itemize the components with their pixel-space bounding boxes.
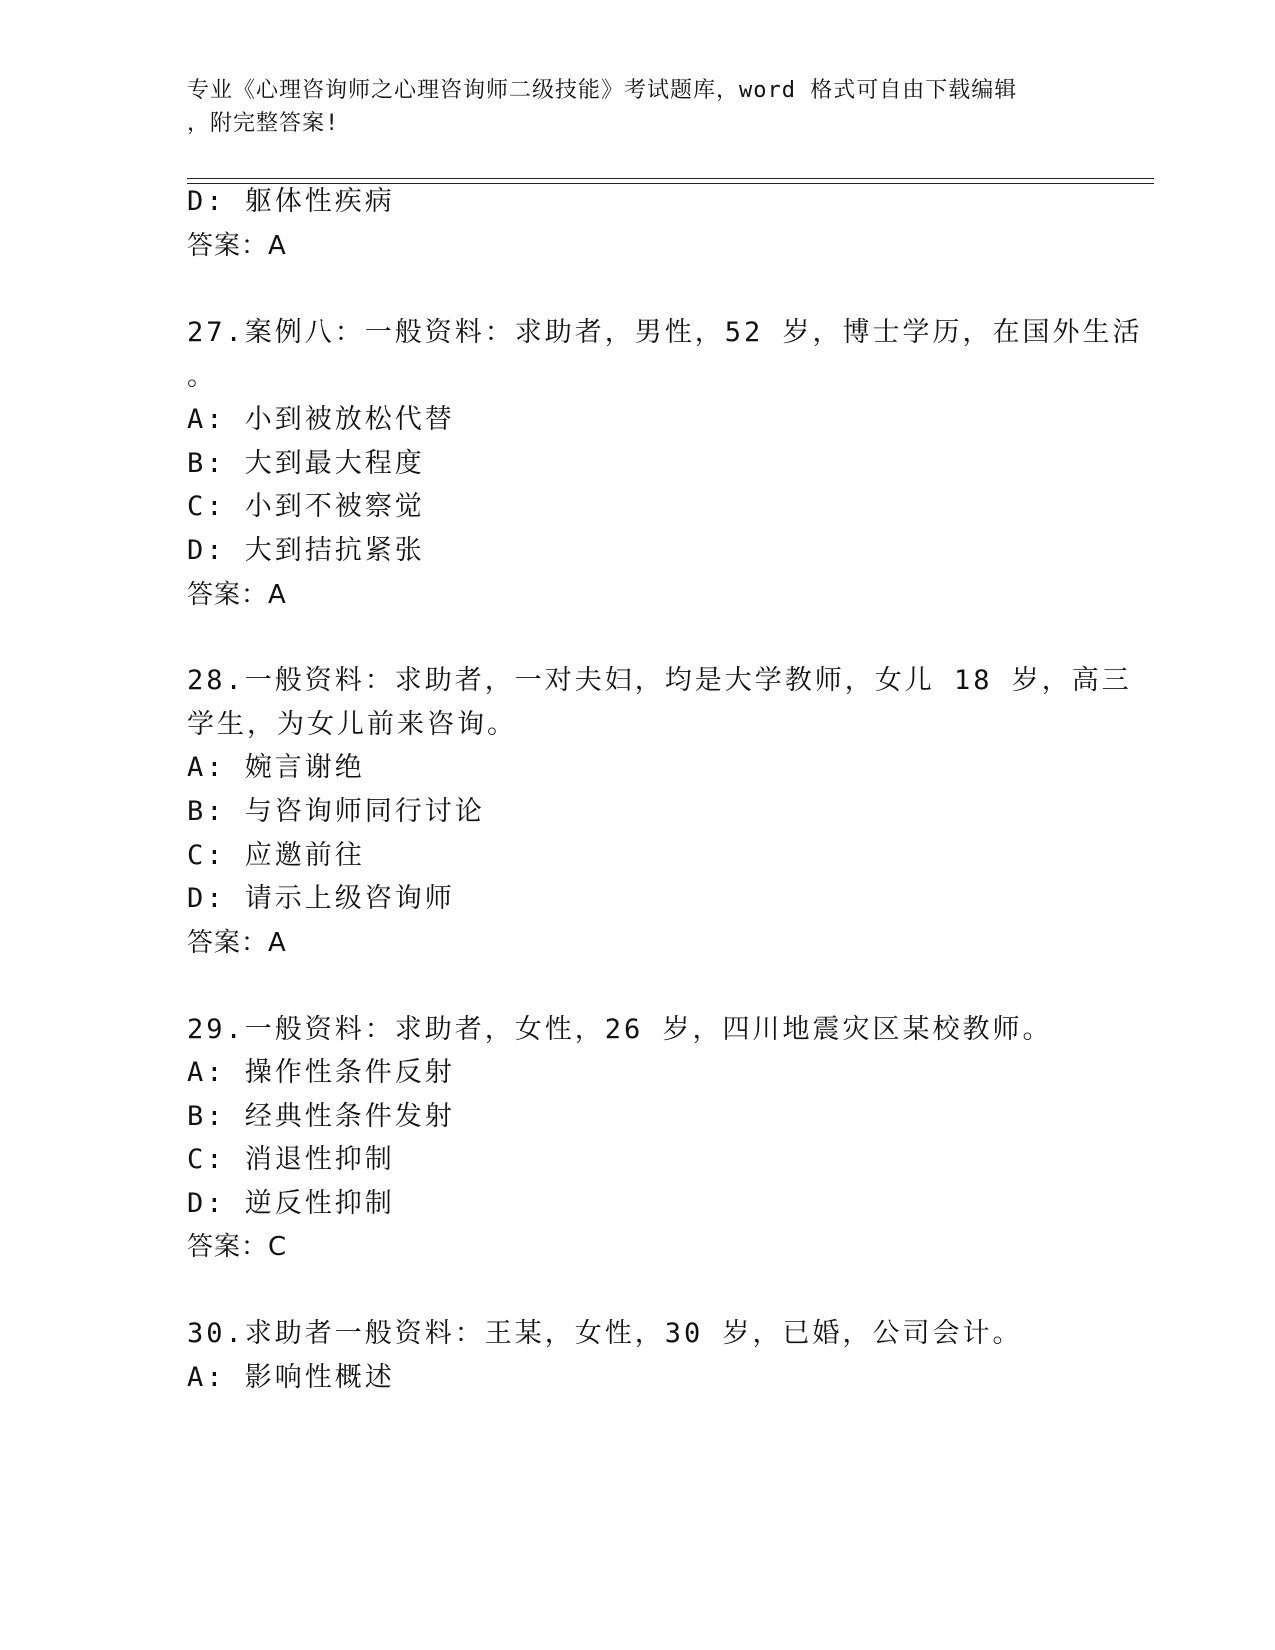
header-divider-top	[187, 178, 1154, 179]
question-29-stem: 29.一般资料：求助者，女性，26 岁，四川地震灾区某校教师。	[187, 1014, 1053, 1045]
question-29-option-a: A: 操作性条件反射	[187, 1057, 455, 1088]
question-27-answer: 答案：A	[187, 580, 287, 610]
answer-line: 答案：A	[187, 231, 287, 261]
question-27-option-a: A: 小到被放松代替	[187, 404, 455, 435]
question-28-answer: 答案：A	[187, 928, 287, 958]
question-29-option-b: B: 经典性条件发射	[187, 1101, 455, 1132]
question-27-stem: 27.案例八：一般资料：求助者，男性，52 岁，博士学历，在国外生活	[187, 317, 1143, 348]
question-29-option-c: C: 消退性抑制	[187, 1144, 395, 1175]
question-27-option-d: D: 大到拮抗紧张	[187, 535, 425, 566]
question-27-option-c: C: 小到不被察觉	[187, 491, 425, 522]
question-27-stem-cont: 。	[187, 361, 217, 392]
document-header	[187, 74, 1087, 140]
question-28-option-a: A: 婉言谢绝	[187, 752, 365, 783]
question-30-stem: 30.求助者一般资料：王某，女性，30 岁，已婚，公司会计。	[187, 1318, 1023, 1349]
option-d: D: 躯体性疾病	[187, 186, 395, 217]
question-28-stem: 28.一般资料：求助者，一对夫妇，均是大学教师，女儿 18 岁，高三	[187, 665, 1132, 696]
header-line-2: ，附完整答案!	[187, 111, 340, 136]
question-28-option-c: C: 应邀前往	[187, 840, 365, 871]
question-28-option-d: D: 请示上级咨询师	[187, 883, 455, 914]
header-line-1: 专业《心理咨询师之心理咨询师二级技能》考试题库，word 格式可自由下载编辑	[187, 78, 1018, 103]
question-28-option-b: B: 与咨询师同行讨论	[187, 796, 485, 827]
question-30-option-a: A: 影响性概述	[187, 1362, 395, 1393]
question-27-option-b: B: 大到最大程度	[187, 448, 425, 479]
header-divider-bottom	[187, 183, 1154, 184]
question-28-stem-cont: 学生，为女儿前来咨询。	[187, 709, 517, 740]
question-29-answer: 答案：C	[187, 1232, 288, 1262]
question-29-option-d: D: 逆反性抑制	[187, 1188, 395, 1219]
